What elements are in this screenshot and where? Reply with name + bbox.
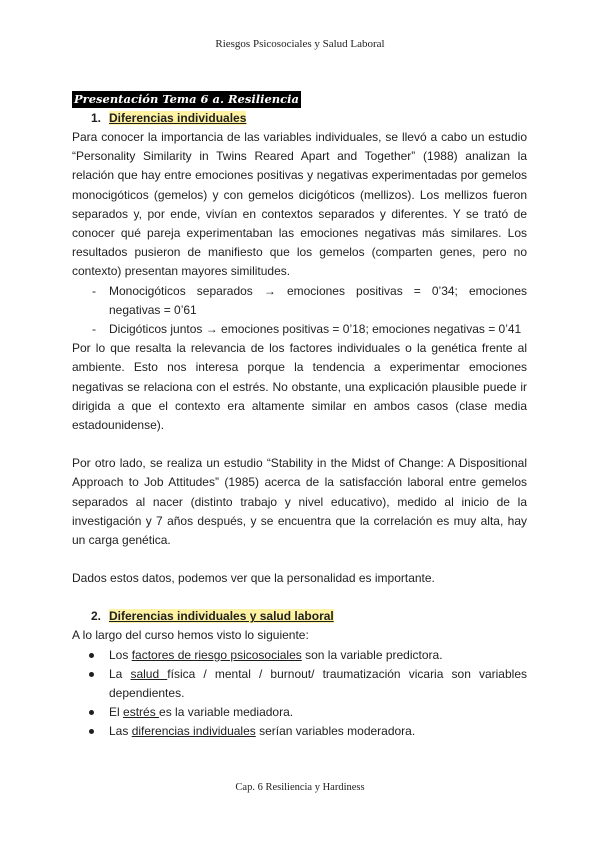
list-item: - Monocigóticos separados → emociones positivas = 0’34; emociones negativas = 0’61: [109, 282, 527, 320]
section-1-paragraph-3: Por otro lado, se realiza un estudio “Stability in the Midst of Change: A Dispositional Approach to Job Attitudes” (1985) acerca de la satisfacción laboral entre gemelos separados al nacer (distinto trabajo y nivel educativo), medido al inicio de la investigación y 7 años después, y se encuentra que la correlación es muy alta, hay un carga genética.: [72, 456, 527, 548]
list-item: Los factores de riesgo psicosociales son la variable predictora.: [109, 646, 527, 665]
underlined-term: diferencias individuales: [131, 724, 256, 739]
underlined-term: estrés: [123, 705, 160, 720]
presentation-title: Presentación Tema 6 a. Resiliencia: [74, 92, 299, 106]
underlined-term: salud: [130, 666, 168, 681]
running-header: Riesgos Psicosociales y Salud Laboral: [215, 38, 385, 50]
variables-list: [72, 646, 527, 742]
twin-results-list: [72, 282, 527, 340]
section-2-title: Diferencias individuales y salud laboral: [109, 609, 334, 624]
list-item: El estrés es la variable mediadora.: [109, 703, 527, 722]
list-item: - Dicigóticos juntos → emociones positivas = 0’18; emociones negativas = 0’41: [109, 320, 527, 339]
underlined-term: factores de riesgo psicosociales: [131, 647, 302, 662]
section-1-paragraph-4: Dados estos datos, podemos ver que la personalidad es importante.: [72, 571, 435, 586]
section-2-heading: [72, 607, 527, 626]
section-1-heading: [72, 109, 527, 128]
section-2-intro: A lo largo del curso hemos visto lo siguiente:: [72, 628, 309, 643]
page-footer: Cap. 6 Resiliencia y Hardiness: [235, 782, 365, 793]
list-item: La salud física / mental / burnout/ traumatización vicaria son variables dependientes.: [109, 665, 527, 703]
section-2-number: 2.: [91, 609, 102, 624]
document-body: [72, 90, 527, 742]
section-1-paragraph-2: Por lo que resalta la relevancia de los factores individuales o la genética frente al ambiente. Esto nos interesa porque la tendencia a experimentar emociones negativas se relaciona con el estrés. No obstante, una explicación plausible puede ir dirigida a que el contexto era altamente similar en ambos casos (clase media estadounidense).: [72, 341, 527, 433]
section-1-paragraph-1: Para conocer la importancia de las variables individuales, se llevó a cabo un estudio “Personality Similarity in Twins Reared Apart and Together” (1988) analizan la relación que hay entre emociones positivas y negativas experimentadas por gemelos monocigóticos (gemelos) y con gemelos dicigóticos (mellizos). Los mellizos fueron separados y, por ende, vivían en contextos separados y diferentes. Y se trató de conocer qué pareja experimentaban las emociones negativas más similares. Los resultados pusieron de manifiesto que los gemelos (comparten genes, pero no contexto) presentan mayores similitudes.: [72, 130, 527, 279]
list-item: Las diferencias individuales serían variables moderadora.: [109, 722, 527, 741]
section-1-number: 1.: [91, 111, 102, 125]
section-1-title: Diferencias individuales: [109, 111, 247, 125]
